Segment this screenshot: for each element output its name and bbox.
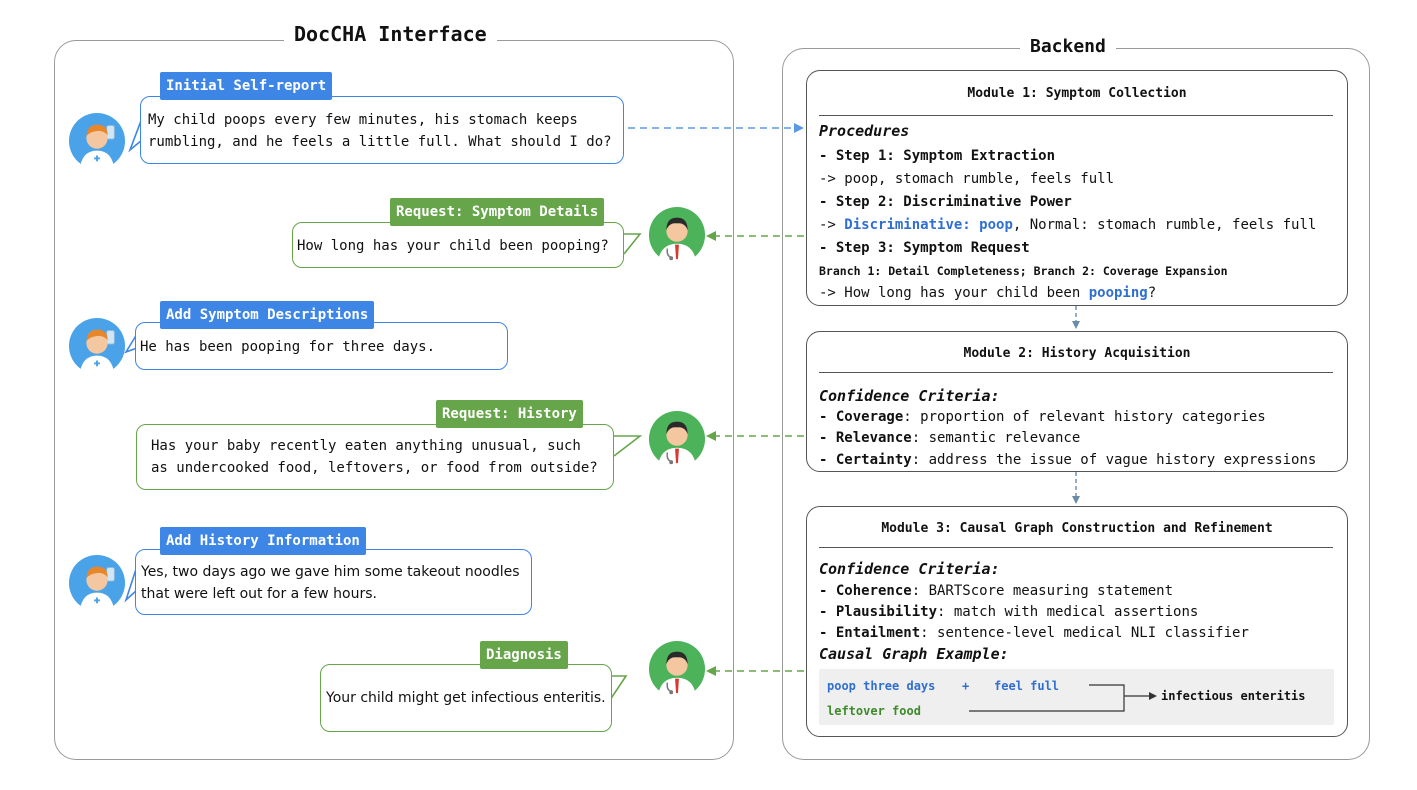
message-text: How long has your child been pooping? (297, 238, 609, 254)
graph-plus: + (962, 679, 970, 693)
patient-avatar-icon (68, 554, 126, 612)
module-divider (819, 547, 1333, 548)
message-text: Your child might get infectious enteritis. (326, 690, 606, 706)
graph-arrows (819, 669, 1334, 725)
criteria-label: Confidence Criteria: (819, 387, 1000, 405)
message-tag: Initial Self-report (160, 72, 332, 100)
module-divider (819, 372, 1333, 373)
doctor-message-bubble (292, 222, 624, 268)
message-tag: Diagnosis (480, 641, 568, 669)
criterion-relevance: - Relevance: semantic relevance (819, 430, 1081, 446)
patient-message-bubble (135, 322, 508, 370)
patient-avatar-icon (68, 317, 126, 375)
highlighted-symptom: pooping (1088, 285, 1148, 301)
graph-node-feel-full: feel full (994, 679, 1060, 693)
step-2-prefix: -> (819, 217, 845, 233)
criterion-coverage: - Coverage: proportion of relevant history categories (819, 409, 1266, 425)
graph-node-poop: poop three days (827, 679, 936, 693)
causal-graph (819, 669, 1334, 725)
message-tag: Add Symptom Descriptions (160, 301, 374, 329)
patient-message-bubble (135, 549, 532, 615)
step-1-result: -> poop, stomach rumble, feels full (819, 171, 1115, 187)
message-tag: Request: History (436, 400, 583, 428)
module-1-symptom-collection (806, 70, 1348, 306)
graph-example-label: Causal Graph Example: (819, 645, 1009, 663)
criterion-certainty: - Certainty: address the issue of vague history expressions (819, 452, 1317, 468)
doctor-message-bubble (136, 424, 614, 490)
criterion-plausibility: - Plausibility: match with medical assertions (819, 604, 1199, 620)
procedures-label: Procedures (819, 122, 910, 140)
branches: Branch 1: Detail Completeness; Branch 2: Coverage Expansion (819, 264, 1228, 278)
graph-node-leftover: leftover food (827, 704, 921, 718)
module-3-causal-graph (806, 506, 1348, 737)
step-3-result (819, 284, 1156, 302)
message-text: Yes, two days ago we gave him some takeout noodles that were left out for a few hours. (141, 564, 520, 602)
discriminative-symptom: Discriminative: poop (844, 217, 1013, 233)
criterion-entailment: - Entailment: sentence-level medical NLI classifier (819, 625, 1249, 641)
doctor-avatar-icon (648, 410, 706, 468)
step-2-result (819, 216, 1316, 234)
message-tag: Add History Information (160, 527, 366, 555)
patient-message-bubble (140, 96, 624, 164)
module-2-history-acquisition (806, 331, 1348, 472)
patient-avatar-icon (68, 112, 126, 170)
module-title: Module 3: Causal Graph Construction and Refinement (881, 521, 1273, 536)
step-3: - Step 3: Symptom Request (819, 240, 1030, 256)
module-title: Module 1: Symptom Collection (967, 86, 1187, 101)
doctor-avatar-icon (648, 640, 706, 698)
step-1: - Step 1: Symptom Extraction (819, 148, 1056, 164)
message-text: Has your baby recently eaten anything unusual, such as undercooked food, leftovers, or food from outside? (151, 438, 598, 476)
message-tag: Request: Symptom Details (390, 198, 604, 226)
normal-symptoms: , Normal: stomach rumble, feels full (1012, 217, 1317, 233)
step-3-prefix: -> How long has your child been (819, 285, 1089, 301)
criteria-label: Confidence Criteria: (819, 560, 1000, 578)
module-divider (819, 115, 1333, 116)
message-text: My child poops every few minutes, his stomach keeps rumbling, and he feels a little full. What should I do? (148, 112, 612, 150)
graph-result: infectious enteritis (1161, 689, 1306, 703)
doctor-avatar-icon (648, 206, 706, 264)
module-title: Module 2: History Acquisition (963, 346, 1191, 361)
message-text: He has been pooping for three days. (140, 339, 436, 355)
doctor-message-bubble (320, 664, 612, 732)
interface-title: DocCHA Interface (284, 22, 497, 46)
step-3-suffix: ? (1147, 285, 1157, 301)
criterion-coherence: - Coherence: BARTScore measuring statement (819, 583, 1174, 599)
backend-title: Backend (1020, 36, 1116, 57)
step-2: - Step 2: Discriminative Power (819, 194, 1072, 210)
